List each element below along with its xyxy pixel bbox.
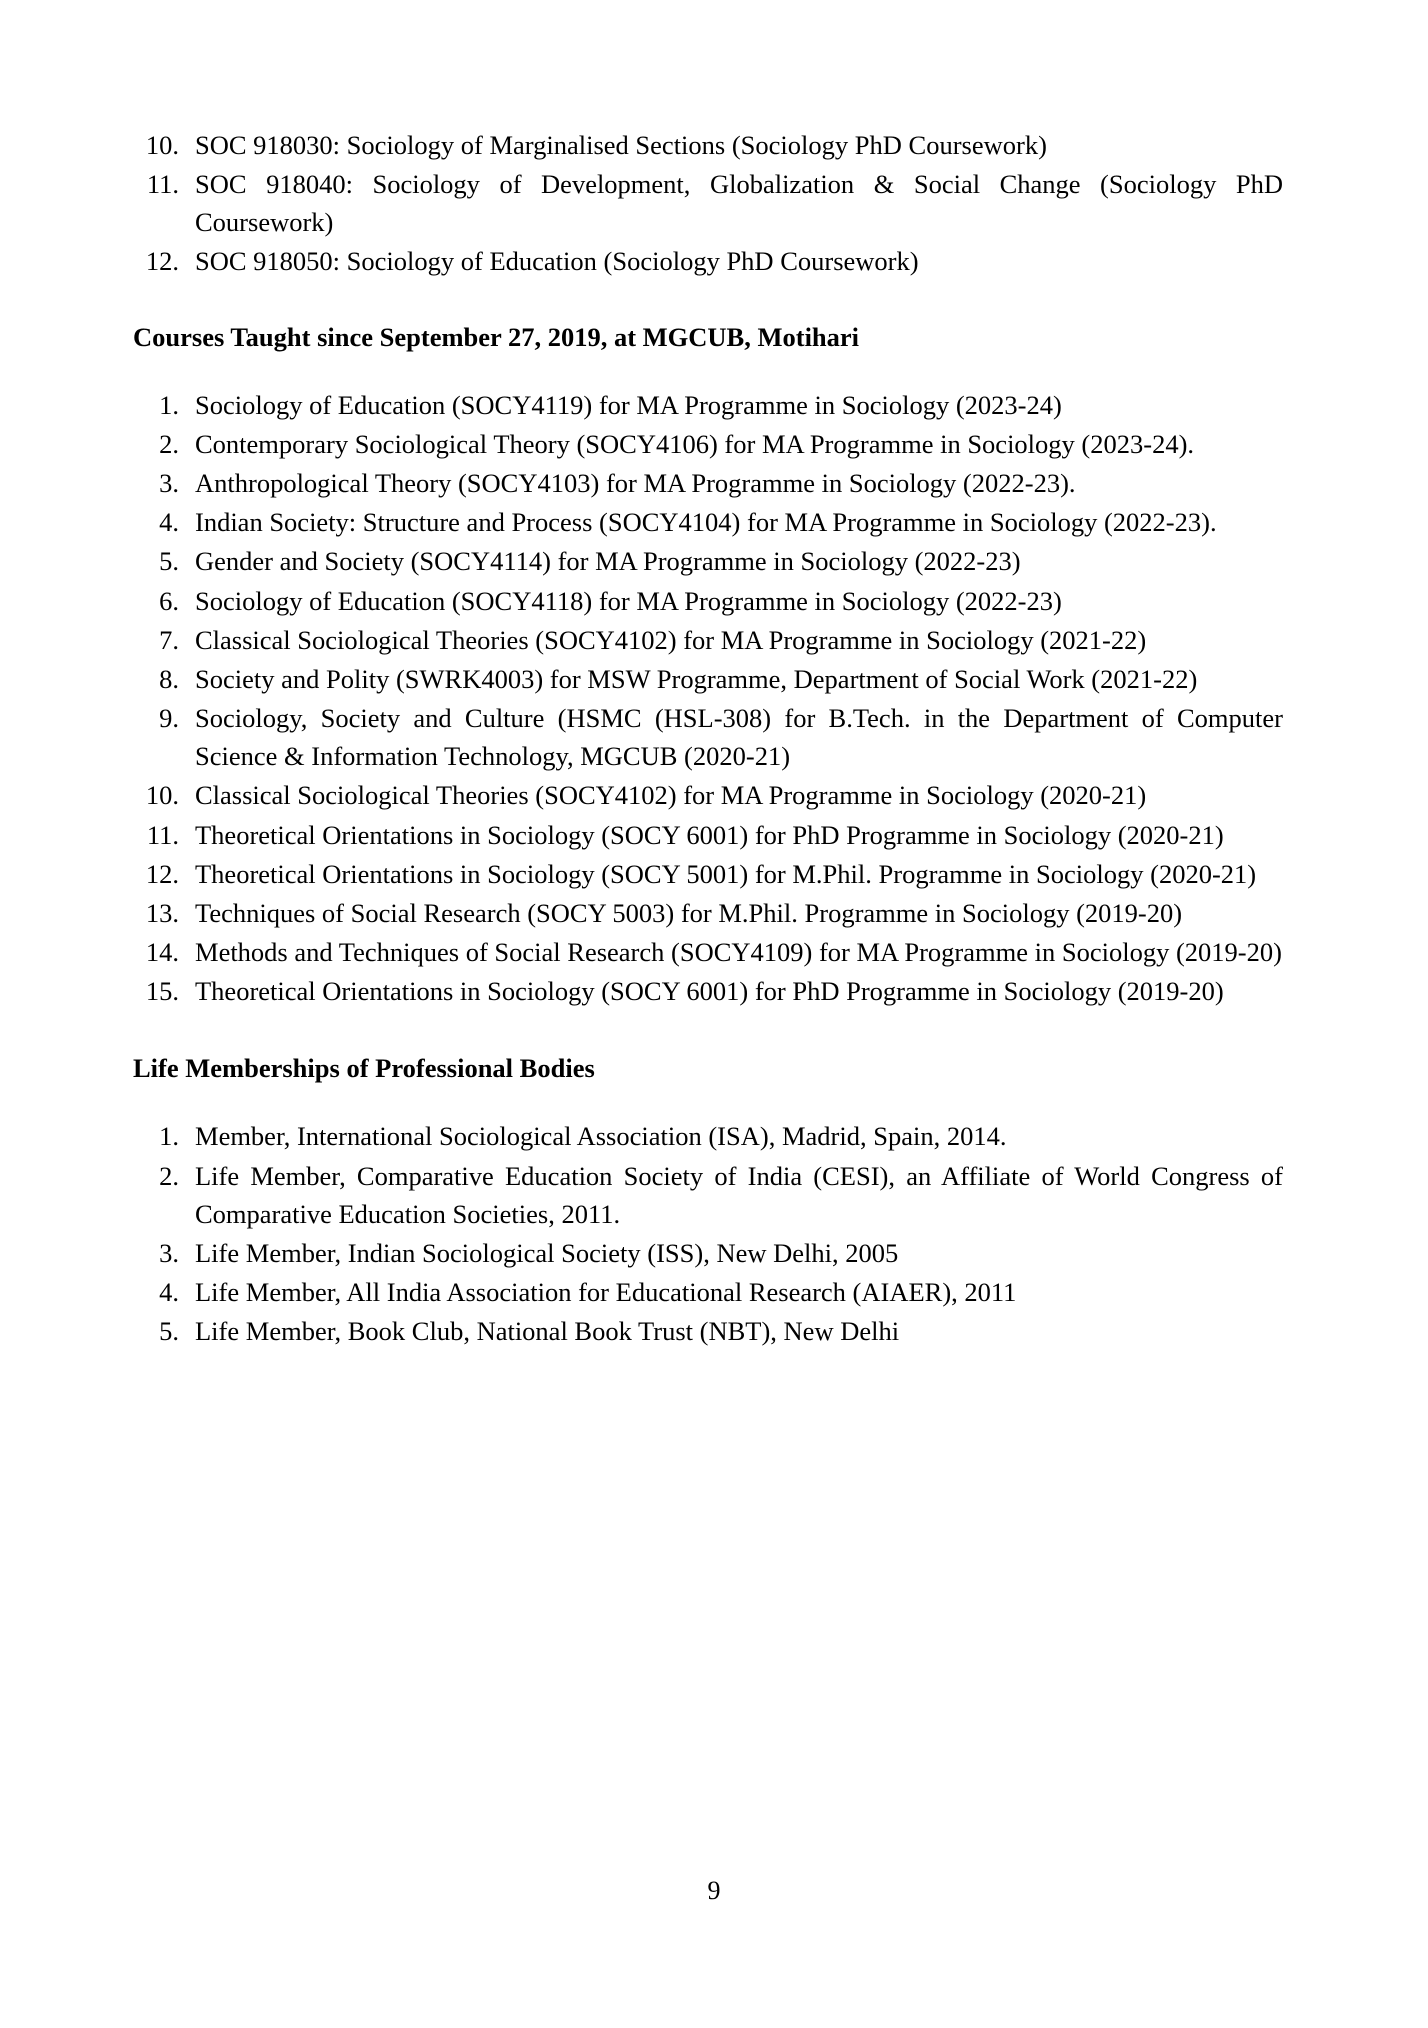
list-item-text: Sociology, Society and Culture (HSMC (HSL-308) for B.Tech. in the Department of Computer Science & Information Technology, MGCUB (2020-21) (195, 703, 1283, 772)
list-item-number: 10. (145, 130, 179, 160)
list-item-number: 7. (159, 624, 179, 655)
section-heading-life-memberships: Life Memberships of Professional Bodies (133, 1053, 595, 1084)
list-item-number: 9. (159, 703, 179, 734)
list-item (133, 776, 1283, 814)
list-item-text: Anthropological Theory (SOCY4103) for MA Programme in Sociology (2022-23). (195, 468, 1076, 499)
list-item (133, 894, 1283, 932)
list-item-number: 6. (159, 585, 179, 616)
list-item-number: 2. (159, 428, 179, 459)
list-item-text: Classical Sociological Theories (SOCY4102) for MA Programme in Sociology (2021-22) (195, 624, 1147, 655)
list-item-number: 15. (145, 976, 179, 1007)
spacer (133, 282, 1283, 318)
list-item (133, 933, 1283, 971)
continued-course-list (133, 126, 1283, 281)
list-item (133, 816, 1283, 854)
list-item-number: 8. (159, 663, 179, 694)
list-item-text: Society and Polity (SWRK4003) for MSW Programme, Department of Social Work (2021-22) (195, 663, 1198, 694)
list-item-text: Contemporary Sociological Theory (SOCY4106) for MA Programme in Sociology (2023-24). (195, 428, 1195, 459)
list-item (133, 582, 1283, 620)
list-item-number: 13. (145, 897, 179, 928)
spacer (133, 356, 1283, 386)
list-item-number: 11. (146, 169, 179, 200)
life-memberships-list (133, 1117, 1283, 1350)
page-number: 9 (707, 1876, 721, 1905)
list-item-text: SOC 918040: Sociology of Development, Globalization & Social Change (Sociology PhD Coursework) (195, 169, 1283, 238)
list-item-number: 4. (159, 1277, 179, 1308)
list-item (133, 425, 1283, 463)
list-item-number: 14. (145, 936, 179, 967)
list-item (133, 1273, 1283, 1311)
list-item-number: 5. (159, 1316, 179, 1347)
list-item-text: Gender and Society (SOCY4114) for MA Programme in Sociology (2022-23) (195, 546, 1021, 577)
list-item (133, 1312, 1283, 1350)
list-item (133, 1117, 1283, 1155)
list-item-number: 1. (159, 389, 179, 420)
list-item (133, 386, 1283, 424)
list-item (133, 699, 1283, 775)
list-item-text: Life Member, Book Club, National Book Trust (NBT), New Delhi (195, 1316, 900, 1347)
list-item-text: Indian Society: Structure and Process (SOCY4104) for MA Programme in Sociology (2022-23). (195, 507, 1217, 538)
list-item (133, 972, 1283, 1010)
list-item-text: SOC 918030: Sociology of Marginalised Sections (Sociology PhD Coursework) (195, 130, 1047, 160)
list-item (133, 1234, 1283, 1272)
list-item-number: 12. (145, 858, 179, 889)
list-item-text: Sociology of Education (SOCY4118) for MA Programme in Sociology (2022-23) (195, 585, 1062, 616)
list-item (133, 855, 1283, 893)
list-item-text: Techniques of Social Research (SOCY 5003) for M.Phil. Programme in Sociology (2019-20) (195, 897, 1183, 928)
list-item (133, 1157, 1283, 1233)
list-item-number: 11. (146, 819, 179, 850)
list-item-text: Classical Sociological Theories (SOCY4102) for MA Programme in Sociology (2020-21) (195, 780, 1147, 811)
list-item (133, 464, 1283, 502)
list-item (133, 242, 1283, 280)
list-item (133, 165, 1283, 241)
list-item (133, 542, 1283, 580)
list-item-number: 12. (145, 246, 179, 277)
list-item (133, 621, 1283, 659)
list-item-number: 10. (145, 780, 179, 811)
list-item-number: 3. (159, 468, 179, 499)
courses-taught-list (133, 386, 1283, 1011)
list-item (133, 503, 1283, 541)
list-item-number: 1. (159, 1121, 179, 1152)
list-item-text: Life Member, All India Association for Educational Research (AIAER), 2011 (195, 1277, 1017, 1308)
spacer (133, 1011, 1283, 1049)
list-item-text: Theoretical Orientations in Sociology (SOCY 6001) for PhD Programme in Sociology (2019-20) (195, 976, 1224, 1007)
list-item-number: 5. (159, 546, 179, 577)
list-item-text: Methods and Techniques of Social Research (SOCY4109) for MA Programme in Sociology (2019-20) (195, 936, 1282, 967)
list-item-number: 3. (159, 1237, 179, 1268)
spacer (133, 1087, 1283, 1117)
list-item-text: Theoretical Orientations in Sociology (SOCY 5001) for M.Phil. Programme in Sociology (2020-21) (195, 858, 1257, 889)
list-item-text: Life Member, Indian Sociological Society (ISS), New Delhi, 2005 (195, 1237, 899, 1268)
list-item-text: Member, International Sociological Association (ISA), Madrid, Spain, 2014. (195, 1121, 1007, 1152)
list-item-text: SOC 918050: Sociology of Education (Sociology PhD Coursework) (195, 246, 919, 277)
list-item-text: Sociology of Education (SOCY4119) for MA Programme in Sociology (2023-24) (195, 389, 1062, 420)
list-item (133, 660, 1283, 698)
list-item-number: 2. (159, 1160, 179, 1191)
list-item-text: Theoretical Orientations in Sociology (SOCY 6001) for PhD Programme in Sociology (2020-21) (195, 819, 1224, 850)
list-item-number: 4. (159, 507, 179, 538)
list-item-text: Life Member, Comparative Education Society of India (CESI), an Affiliate of World Congress of Comparative Education Societies, 2011. (195, 1160, 1283, 1229)
list-item (133, 126, 1283, 164)
section-heading-courses-taught: Courses Taught since September 27, 2019, at MGCUB, Motihari (133, 321, 860, 352)
